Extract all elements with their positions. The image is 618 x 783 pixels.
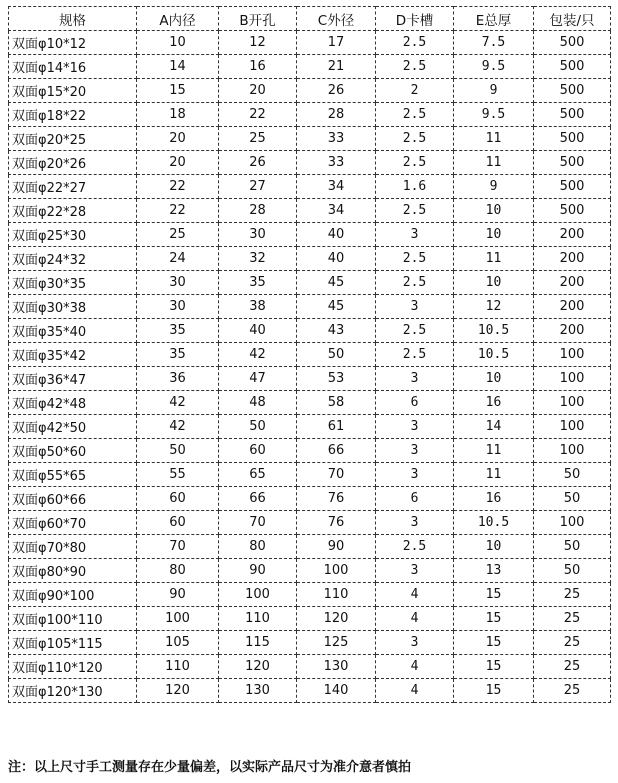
cell-package-qty: 200 (534, 271, 611, 295)
cell-groove: 2.5 (376, 151, 454, 175)
header-row (9, 7, 611, 31)
cell-total-thickness: 11 (454, 463, 534, 487)
table-row (9, 127, 611, 151)
table-body (9, 31, 611, 703)
cell-inner-diameter: 90 (137, 583, 219, 607)
cell-groove: 2 (376, 79, 454, 103)
header-groove: D卡槽 (376, 7, 454, 31)
cell-hole-size: 38 (219, 295, 297, 319)
table-row (9, 55, 611, 79)
cell-spec: 双面φ42*50 (9, 415, 137, 439)
cell-total-thickness: 10 (454, 223, 534, 247)
cell-hole-size: 80 (219, 535, 297, 559)
cell-package-qty: 100 (534, 367, 611, 391)
cell-package-qty: 50 (534, 463, 611, 487)
cell-outer-diameter: 70 (297, 463, 376, 487)
cell-total-thickness: 9.5 (454, 103, 534, 127)
cell-total-thickness: 11 (454, 247, 534, 271)
cell-spec: 双面φ20*25 (9, 127, 137, 151)
table-row (9, 343, 611, 367)
cell-hole-size: 130 (219, 679, 297, 703)
cell-groove: 3 (376, 295, 454, 319)
cell-hole-size: 110 (219, 607, 297, 631)
cell-total-thickness: 9 (454, 79, 534, 103)
cell-inner-diameter: 20 (137, 127, 219, 151)
cell-spec: 双面φ100*110 (9, 607, 137, 631)
cell-package-qty: 100 (534, 391, 611, 415)
cell-groove: 2.5 (376, 271, 454, 295)
cell-total-thickness: 10 (454, 367, 534, 391)
cell-package-qty: 500 (534, 199, 611, 223)
table-row (9, 679, 611, 703)
cell-groove: 4 (376, 607, 454, 631)
table-row (9, 247, 611, 271)
table-row (9, 511, 611, 535)
cell-total-thickness: 10.5 (454, 511, 534, 535)
cell-total-thickness: 10.5 (454, 343, 534, 367)
cell-package-qty: 50 (534, 487, 611, 511)
cell-groove: 2.5 (376, 319, 454, 343)
table-row (9, 199, 611, 223)
cell-total-thickness: 16 (454, 391, 534, 415)
cell-total-thickness: 15 (454, 631, 534, 655)
table-row (9, 559, 611, 583)
cell-inner-diameter: 22 (137, 175, 219, 199)
spec-table (8, 6, 611, 703)
cell-inner-diameter: 110 (137, 655, 219, 679)
cell-package-qty: 25 (534, 631, 611, 655)
cell-total-thickness: 10 (454, 535, 534, 559)
cell-groove: 2.5 (376, 127, 454, 151)
cell-total-thickness: 10 (454, 199, 534, 223)
cell-package-qty: 500 (534, 175, 611, 199)
cell-groove: 2.5 (376, 31, 454, 55)
cell-hole-size: 70 (219, 511, 297, 535)
cell-groove: 1.6 (376, 175, 454, 199)
cell-total-thickness: 15 (454, 655, 534, 679)
cell-spec: 双面φ30*35 (9, 271, 137, 295)
cell-hole-size: 16 (219, 55, 297, 79)
cell-hole-size: 66 (219, 487, 297, 511)
cell-inner-diameter: 35 (137, 319, 219, 343)
cell-package-qty: 25 (534, 583, 611, 607)
cell-groove: 4 (376, 655, 454, 679)
cell-hole-size: 60 (219, 439, 297, 463)
cell-spec: 双面φ22*28 (9, 199, 137, 223)
cell-inner-diameter: 20 (137, 151, 219, 175)
cell-outer-diameter: 58 (297, 391, 376, 415)
cell-package-qty: 200 (534, 223, 611, 247)
table-row (9, 487, 611, 511)
cell-inner-diameter: 80 (137, 559, 219, 583)
cell-groove: 2.5 (376, 55, 454, 79)
cell-groove: 3 (376, 223, 454, 247)
cell-hole-size: 48 (219, 391, 297, 415)
header-inner-diameter: A内径 (137, 7, 219, 31)
cell-outer-diameter: 26 (297, 79, 376, 103)
cell-hole-size: 35 (219, 271, 297, 295)
cell-package-qty: 200 (534, 319, 611, 343)
cell-inner-diameter: 36 (137, 367, 219, 391)
cell-total-thickness: 11 (454, 151, 534, 175)
cell-package-qty: 100 (534, 511, 611, 535)
cell-outer-diameter: 17 (297, 31, 376, 55)
cell-spec: 双面φ55*65 (9, 463, 137, 487)
cell-outer-diameter: 45 (297, 295, 376, 319)
table-row (9, 223, 611, 247)
cell-inner-diameter: 42 (137, 415, 219, 439)
cell-hole-size: 100 (219, 583, 297, 607)
cell-hole-size: 42 (219, 343, 297, 367)
cell-outer-diameter: 76 (297, 511, 376, 535)
cell-total-thickness: 15 (454, 583, 534, 607)
cell-package-qty: 25 (534, 607, 611, 631)
cell-hole-size: 26 (219, 151, 297, 175)
table-row (9, 607, 611, 631)
table-row (9, 391, 611, 415)
cell-hole-size: 47 (219, 367, 297, 391)
cell-inner-diameter: 120 (137, 679, 219, 703)
table-row (9, 535, 611, 559)
cell-total-thickness: 10 (454, 271, 534, 295)
cell-package-qty: 25 (534, 655, 611, 679)
cell-spec: 双面φ22*27 (9, 175, 137, 199)
header-total-thickness: E总厚 (454, 7, 534, 31)
cell-package-qty: 500 (534, 103, 611, 127)
cell-total-thickness: 11 (454, 127, 534, 151)
cell-total-thickness: 15 (454, 679, 534, 703)
cell-inner-diameter: 50 (137, 439, 219, 463)
cell-groove: 3 (376, 511, 454, 535)
cell-inner-diameter: 18 (137, 103, 219, 127)
cell-groove: 4 (376, 679, 454, 703)
cell-groove: 3 (376, 367, 454, 391)
cell-package-qty: 500 (534, 151, 611, 175)
table-row (9, 319, 611, 343)
cell-groove: 3 (376, 463, 454, 487)
measurement-note: 注：以上尺寸手工测量存在少量偏差，以实际产品尺寸为准介意者慎拍 (8, 760, 412, 775)
cell-groove: 2.5 (376, 247, 454, 271)
header-hole-size: B开孔 (219, 7, 297, 31)
cell-groove: 2.5 (376, 199, 454, 223)
cell-spec: 双面φ70*80 (9, 535, 137, 559)
cell-inner-diameter: 60 (137, 487, 219, 511)
cell-total-thickness: 15 (454, 607, 534, 631)
cell-outer-diameter: 50 (297, 343, 376, 367)
cell-hole-size: 22 (219, 103, 297, 127)
cell-inner-diameter: 24 (137, 247, 219, 271)
table-row (9, 175, 611, 199)
cell-outer-diameter: 33 (297, 151, 376, 175)
cell-hole-size: 120 (219, 655, 297, 679)
cell-outer-diameter: 120 (297, 607, 376, 631)
cell-total-thickness: 7.5 (454, 31, 534, 55)
cell-groove: 2.5 (376, 103, 454, 127)
cell-groove: 3 (376, 559, 454, 583)
cell-total-thickness: 10.5 (454, 319, 534, 343)
table-row (9, 295, 611, 319)
cell-spec: 双面φ35*42 (9, 343, 137, 367)
cell-hole-size: 20 (219, 79, 297, 103)
cell-package-qty: 50 (534, 559, 611, 583)
cell-hole-size: 30 (219, 223, 297, 247)
cell-hole-size: 28 (219, 199, 297, 223)
cell-spec: 双面φ24*32 (9, 247, 137, 271)
cell-spec: 双面φ20*26 (9, 151, 137, 175)
cell-inner-diameter: 35 (137, 343, 219, 367)
cell-inner-diameter: 22 (137, 199, 219, 223)
cell-hole-size: 90 (219, 559, 297, 583)
cell-spec: 双面φ90*100 (9, 583, 137, 607)
cell-total-thickness: 14 (454, 415, 534, 439)
cell-groove: 4 (376, 583, 454, 607)
cell-inner-diameter: 10 (137, 31, 219, 55)
cell-outer-diameter: 90 (297, 535, 376, 559)
table-row (9, 271, 611, 295)
cell-package-qty: 100 (534, 415, 611, 439)
cell-spec: 双面φ30*38 (9, 295, 137, 319)
cell-package-qty: 500 (534, 127, 611, 151)
cell-outer-diameter: 130 (297, 655, 376, 679)
table-row (9, 367, 611, 391)
cell-spec: 双面φ105*115 (9, 631, 137, 655)
cell-package-qty: 100 (534, 343, 611, 367)
cell-inner-diameter: 15 (137, 79, 219, 103)
header-package-qty: 包装/只 (534, 7, 611, 31)
table-row (9, 151, 611, 175)
header-outer-diameter: C外径 (297, 7, 376, 31)
header-spec: 规格 (9, 7, 137, 31)
cell-spec: 双面φ15*20 (9, 79, 137, 103)
cell-outer-diameter: 61 (297, 415, 376, 439)
table-row (9, 31, 611, 55)
cell-spec: 双面φ120*130 (9, 679, 137, 703)
spec-sheet (8, 6, 610, 703)
cell-hole-size: 12 (219, 31, 297, 55)
cell-hole-size: 25 (219, 127, 297, 151)
cell-spec: 双面φ80*90 (9, 559, 137, 583)
cell-inner-diameter: 42 (137, 391, 219, 415)
cell-groove: 3 (376, 631, 454, 655)
cell-hole-size: 50 (219, 415, 297, 439)
cell-spec: 双面φ42*48 (9, 391, 137, 415)
cell-total-thickness: 16 (454, 487, 534, 511)
cell-outer-diameter: 76 (297, 487, 376, 511)
cell-inner-diameter: 14 (137, 55, 219, 79)
cell-outer-diameter: 100 (297, 559, 376, 583)
cell-inner-diameter: 30 (137, 295, 219, 319)
cell-spec: 双面φ35*40 (9, 319, 137, 343)
cell-outer-diameter: 66 (297, 439, 376, 463)
table-row (9, 103, 611, 127)
cell-inner-diameter: 55 (137, 463, 219, 487)
cell-inner-diameter: 25 (137, 223, 219, 247)
cell-total-thickness: 12 (454, 295, 534, 319)
cell-package-qty: 200 (534, 295, 611, 319)
cell-inner-diameter: 60 (137, 511, 219, 535)
table-row (9, 463, 611, 487)
cell-outer-diameter: 53 (297, 367, 376, 391)
cell-spec: 双面φ10*12 (9, 31, 137, 55)
table-row (9, 79, 611, 103)
cell-outer-diameter: 33 (297, 127, 376, 151)
cell-package-qty: 500 (534, 79, 611, 103)
cell-package-qty: 100 (534, 439, 611, 463)
cell-package-qty: 500 (534, 31, 611, 55)
table-row (9, 631, 611, 655)
cell-total-thickness: 11 (454, 439, 534, 463)
cell-spec: 双面φ18*22 (9, 103, 137, 127)
cell-total-thickness: 9.5 (454, 55, 534, 79)
cell-spec: 双面φ60*66 (9, 487, 137, 511)
cell-hole-size: 115 (219, 631, 297, 655)
cell-spec: 双面φ110*120 (9, 655, 137, 679)
cell-spec: 双面φ25*30 (9, 223, 137, 247)
table-row (9, 415, 611, 439)
cell-hole-size: 65 (219, 463, 297, 487)
cell-outer-diameter: 34 (297, 175, 376, 199)
cell-groove: 3 (376, 415, 454, 439)
cell-spec: 双面φ60*70 (9, 511, 137, 535)
cell-outer-diameter: 40 (297, 247, 376, 271)
cell-groove: 3 (376, 439, 454, 463)
cell-inner-diameter: 30 (137, 271, 219, 295)
cell-outer-diameter: 34 (297, 199, 376, 223)
table-row (9, 583, 611, 607)
cell-spec: 双面φ14*16 (9, 55, 137, 79)
cell-hole-size: 40 (219, 319, 297, 343)
cell-outer-diameter: 28 (297, 103, 376, 127)
cell-package-qty: 500 (534, 55, 611, 79)
cell-package-qty: 200 (534, 247, 611, 271)
cell-total-thickness: 9 (454, 175, 534, 199)
cell-groove: 2.5 (376, 343, 454, 367)
cell-hole-size: 27 (219, 175, 297, 199)
cell-outer-diameter: 43 (297, 319, 376, 343)
cell-spec: 双面φ36*47 (9, 367, 137, 391)
cell-groove: 6 (376, 391, 454, 415)
cell-outer-diameter: 125 (297, 631, 376, 655)
cell-outer-diameter: 21 (297, 55, 376, 79)
cell-package-qty: 50 (534, 535, 611, 559)
cell-total-thickness: 13 (454, 559, 534, 583)
cell-outer-diameter: 40 (297, 223, 376, 247)
cell-hole-size: 32 (219, 247, 297, 271)
cell-groove: 2.5 (376, 535, 454, 559)
cell-spec: 双面φ50*60 (9, 439, 137, 463)
table-row (9, 655, 611, 679)
cell-outer-diameter: 140 (297, 679, 376, 703)
cell-inner-diameter: 70 (137, 535, 219, 559)
cell-inner-diameter: 105 (137, 631, 219, 655)
cell-outer-diameter: 110 (297, 583, 376, 607)
cell-groove: 6 (376, 487, 454, 511)
cell-outer-diameter: 45 (297, 271, 376, 295)
cell-inner-diameter: 100 (137, 607, 219, 631)
cell-package-qty: 25 (534, 679, 611, 703)
table-row (9, 439, 611, 463)
